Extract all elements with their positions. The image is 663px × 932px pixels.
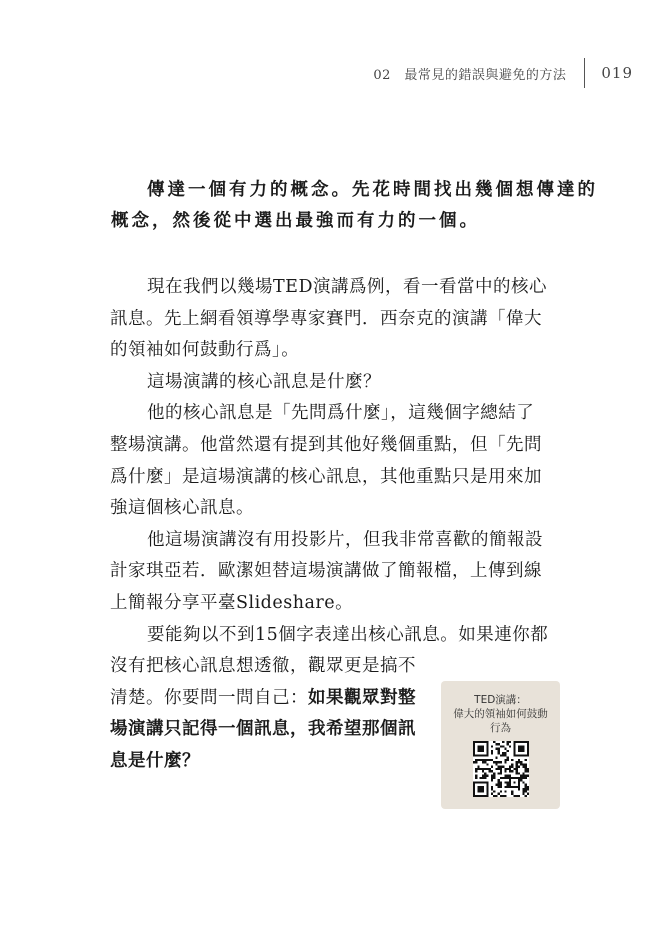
paragraph-line: 要能夠以不到15個字表達出核心訊息。如果連你都 xyxy=(147,624,549,645)
chapter-title: 02 最常見的錯誤與避免的方法 xyxy=(373,67,567,83)
qr-callout-title xyxy=(441,693,560,735)
paragraph-line: 這場演講的核心訊息是什麼？ xyxy=(147,371,381,392)
key-question: 場演講只記得一個訊息，我希望那個訊 xyxy=(110,719,416,740)
qr-code-callout xyxy=(441,681,560,809)
paragraph-line: 上簡報分享平臺Slideshare。 xyxy=(110,592,354,613)
key-question: 如果觀眾對整 xyxy=(308,687,416,708)
qr-title-line: 偉大的領袖如何鼓動 xyxy=(453,708,548,720)
highlight-line: 傳達一個有力的概念。先花時間找出幾個想傳達的 xyxy=(147,180,598,200)
paragraph-line: 爲什麼」是這場演講的核心訊息，其他重點只是用來加 xyxy=(110,466,542,487)
running-header xyxy=(373,58,633,88)
paragraph-line: 的領袖如何鼓動行爲」。 xyxy=(110,340,300,361)
page-number: 019 xyxy=(601,64,633,82)
qr-title-line: 行為 xyxy=(490,722,511,734)
paragraph-line: 他的核心訊息是「先問爲什麼」，這幾個字總結了 xyxy=(147,403,535,424)
paragraph-line: 訊息。先上網看領導學專家賽門．西奈克的演講「偉大 xyxy=(110,308,542,329)
highlight-statement xyxy=(111,175,598,237)
paragraph-line: 整場演講。他當然還有提到其他好幾個重點，但「先問 xyxy=(110,434,542,455)
paragraph-line: 沒有把核心訊息想透徹，觀眾更是搞不 xyxy=(110,656,416,677)
qr-code-icon[interactable] xyxy=(473,741,529,797)
qr-title-line: TED演講： xyxy=(474,694,527,706)
highlight-line: 概念，然後從中選出最強而有力的一個。 xyxy=(111,211,480,231)
paragraph-line: 強這個核心訊息。 xyxy=(110,498,254,519)
paragraph-line: 現在我們以幾場TED演講爲例，看一看當中的核心 xyxy=(147,277,547,297)
paragraph-line: 他這場演講沒有用投影片，但我非常喜歡的簡報設 xyxy=(147,529,543,550)
key-question: 息是什麼？ xyxy=(110,750,200,771)
header-divider xyxy=(584,58,585,88)
paragraph-text: 清楚。你要問一問自己： xyxy=(110,687,308,708)
paragraph-line: 計家琪亞若．歐潔妲替這場演講做了簡報檔，上傳到線 xyxy=(110,561,542,582)
